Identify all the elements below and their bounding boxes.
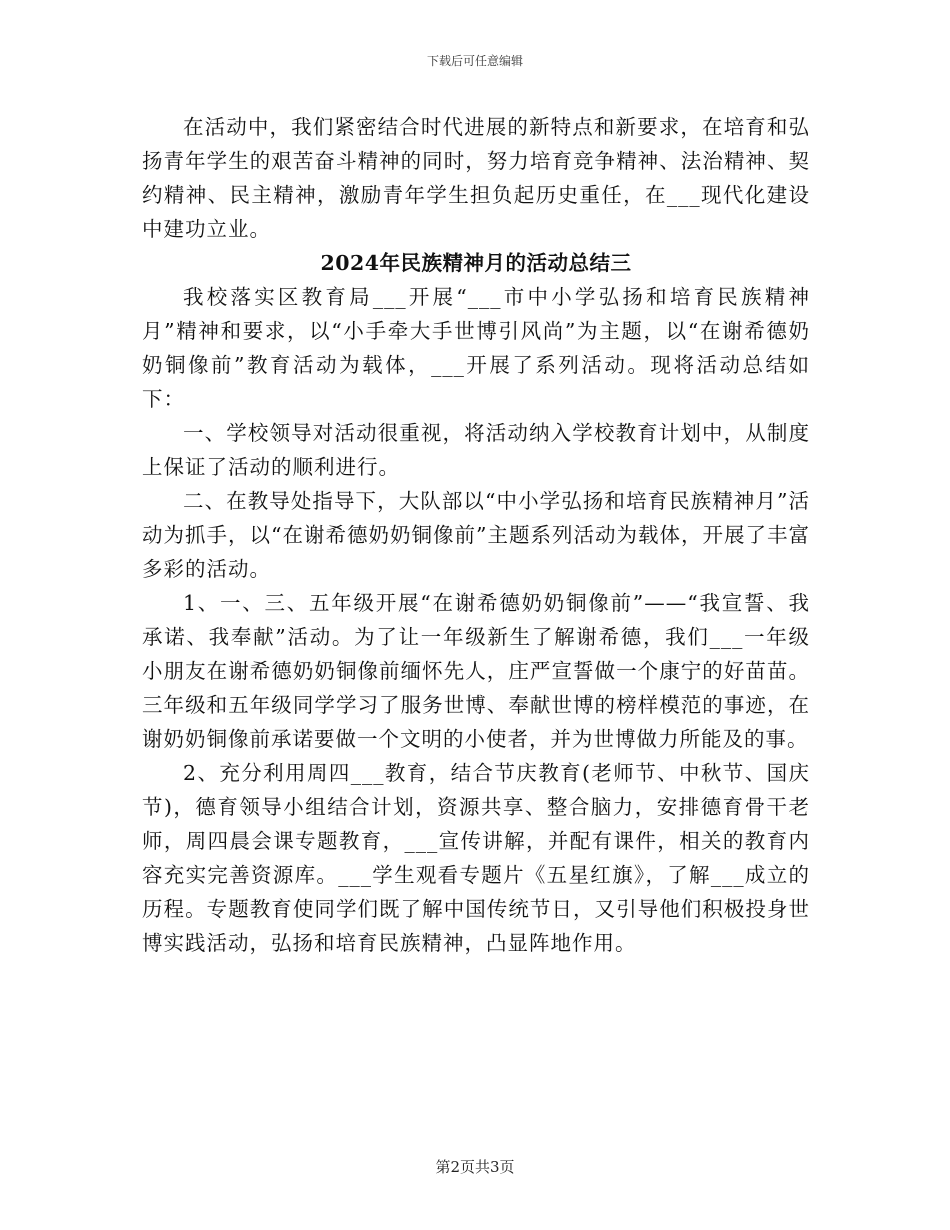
document-body bbox=[142, 110, 810, 960]
paragraph-item-2: 2、充分利用周四___教育，结合节庆教育(老师节、中秋节、国庆节)，德育领导小组结合计划，资源共享、整合脑力，安排德育骨干老师，周四晨会课专题教育，___宣传讲解，并配有课件，相关的教育内容充实完善资源库。___学生观看专题片《五星红旗》，了解___成立的历程。专题教育使同学们既了解中国传统节日，又引导他们积极投身世博实践活动，弘扬和培育民族精神，凸显阵地作用。 bbox=[142, 761, 810, 955]
page-number: 第2页共3页 bbox=[435, 1158, 515, 1176]
paragraph-item-1: 1、一、三、五年级开展“在谢希德奶奶铜像前”——“我宣誓、我承诺、我奉献”活动。为了让一年级新生了解谢希德，我们___一年级小朋友在谢希德奶奶铜像前缅怀先人，庄严宣誓做一个康宁的好苗苗。三年级和五年级同学学习了服务世博、奉献世博的榜样模范的事迹，在谢奶奶铜像前承诺要做一个文明的小使者，并为世博做力所能及的事。 bbox=[142, 591, 810, 751]
paragraph-activity-summary: 在活动中，我们紧密结合时代进展的新特点和新要求，在培育和弘扬青年学生的艰苦奋斗精神的同时，努力培育竞争精神、法治精神、契约精神、民主精神，激励青年学生担负起历史重任，在___现代化建设中建功立业。 bbox=[142, 115, 810, 241]
section-title: 2024年民族精神月的活动总结三 bbox=[320, 251, 632, 275]
paragraph-intro: 我校落实区教育局___开展“___市中小学弘扬和培育民族精神月”精神和要求，以“小手牵大手世博引风尚”为主题，以“在谢希德奶奶铜像前”教育活动为载体，___开展了系列活动。现将活动总结如下： bbox=[142, 285, 810, 411]
paragraph-point-two: 二、在教导处指导下，大队部以“中小学弘扬和培育民族精神月”活动为抓手，以“在谢希德奶奶铜像前”主题系列活动为载体，开展了丰富多彩的活动。 bbox=[142, 489, 810, 581]
paragraph-point-one: 一、学校领导对活动很重视，将活动纳入学校教育计划中，从制度上保证了活动的顺利进行。 bbox=[142, 421, 810, 479]
page-header-note: 下载后可任意编辑 bbox=[426, 54, 523, 68]
